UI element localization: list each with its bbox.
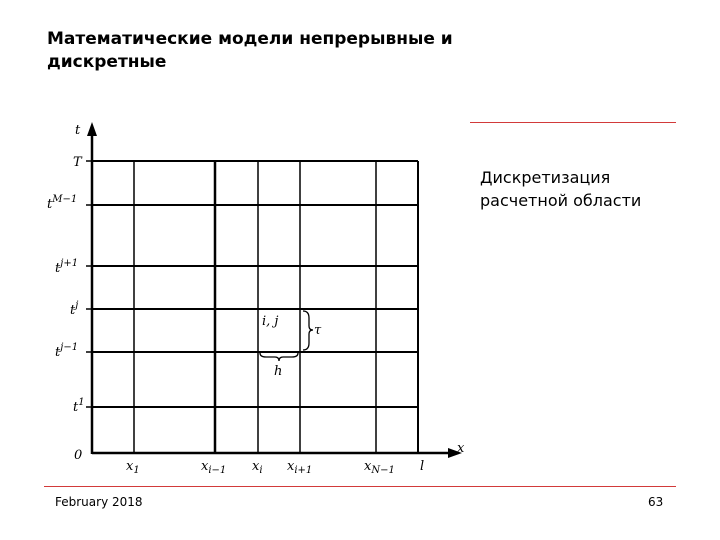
- h-brace: [260, 353, 298, 361]
- page-number: 63: [648, 495, 664, 509]
- y-label-tj-1: $t^{j-1}$: [55, 342, 79, 360]
- cell-label: i, j: [262, 314, 279, 329]
- footer-date: February 2018: [55, 495, 143, 509]
- y-label-T: T: [73, 155, 82, 170]
- y-label-tj: $t^j$: [70, 300, 79, 318]
- y-label-0: 0: [74, 448, 83, 463]
- x-label-xi: $x_i$: [252, 459, 263, 476]
- t-axis-arrow: [87, 122, 97, 136]
- tau-label: τ: [314, 323, 322, 338]
- y-label-tM-1: $t^{M-1}$: [47, 194, 78, 212]
- x-label-xi-1: $x_{i-1}$: [201, 459, 227, 476]
- slide-title: Математические модели непрерывные и дискретные: [47, 29, 453, 72]
- y-label-tj+1: $t^{j+1}$: [55, 258, 79, 276]
- y-label-t1: $t^1$: [73, 397, 85, 415]
- h-label: h: [274, 364, 283, 379]
- tau-brace: [303, 311, 313, 350]
- x-label-l: l: [420, 459, 425, 474]
- x-axis-label: x: [457, 441, 465, 456]
- t-axis-label: t: [75, 123, 81, 138]
- x-label-xi+1: $x_{i+1}$: [287, 459, 313, 476]
- side-caption: Дискретизация расчетной области: [480, 168, 642, 210]
- x-label-xN-1: $x_{N-1}$: [364, 459, 395, 476]
- x-label-x1: $x_1$: [126, 459, 140, 476]
